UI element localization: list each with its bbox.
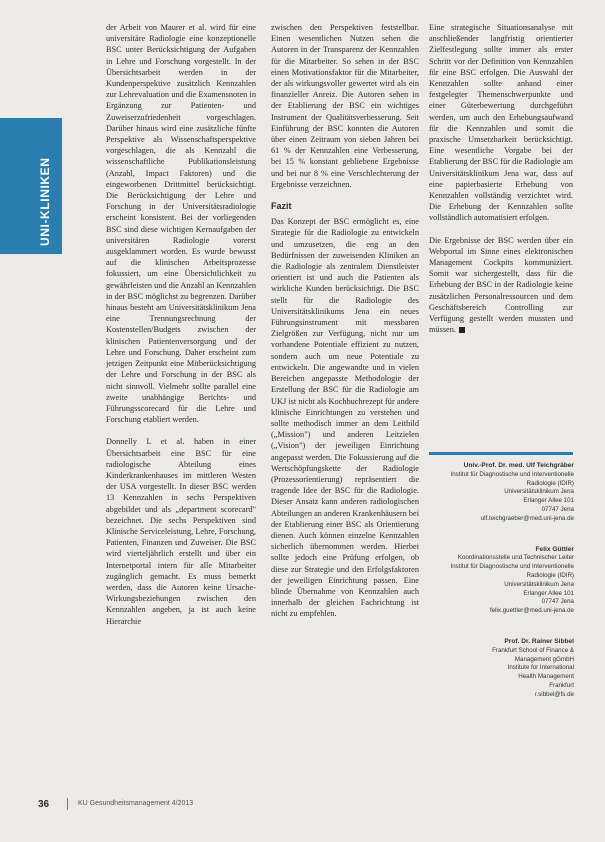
section-tab-label: UNI-KLINIKEN [38, 157, 52, 246]
author-affiliation-line: r.sibbel@fs.de [534, 690, 574, 698]
author-box [432, 462, 574, 722]
paragraph: zwischen den Perspektiven feststellbar. Einen wesentlichen Nutzen sehen die Autoren in der Transparenz der Kennzahlen für die Mitarbeiter. So sehen in der BSC einen Motivationsfaktor für die Mitarbeiter, der als wirkungsvoller gewertet wird als ein finanzieller Anreiz. Die Autoren sehen in der Etablierung der BSC ein wichtiges Instrument der Qualitätsverbesserung. Seit Einführung der BSC konnten die Autoren über einen Zeitraum von sieben Jahren bei 61 % der Kennzahlen eine Verbesserung, bei 15 % konstant gebliebene Ergebnisse und bei nur 8 % eine Verschlechterung der Ergebnisse verzeichnen. [271, 23, 419, 189]
author-affiliation-line: Health Management [518, 673, 574, 681]
fazit-heading: Fazit [271, 201, 292, 212]
author-affiliation-line: Radiologie (IDIR) [526, 479, 574, 487]
author-affiliation-line: Universitätsklinikum Jena [504, 580, 574, 588]
paragraph: Das Konzept der BSC ermöglicht es, eine Strategie für die Radiologie zu entwickeln und umzusetzen, die eng an den Bedürfnissen der zuweisenden Kliniken an die Radiologie als zentralem Dienstleister orientiert ist und auch die Patienten als wirkliche Kunden berücksichtigt. Die BSC stellt für die Radiologie des Universitätsklinikums Jena ein neues Führungsinstrument mit messbaren Zielgrößen zur Verfügung, nicht nur um vorhandene Potentiale effizient zu nutzen, sondern auch um neue Potentiale zu entwickeln. Die angewandte und in vielen Bereichen angepasste Methodologie der Erstellung der BSC für die Radiologie am UKJ ist nicht als Kochbuchrezept für andere klinische Einrichtungen zu verstehen und sollte methodisch immer an dem Leitbild („Mission") und anderen Leitzielen („Vision") der jeweiligen Einrichtung angepasst werden. Die Fokussierung auf die Wertschöpfungskette der Radiologie (Prozessorientierung) repräsentiert die tragende Idee der BSC für die Radiologie. Dieser Ansatz kann anderen radiologischen Abteilungen an anderen Krankenhäusern bei der Etablierung einer BSC als Orientierung dienen. Auch können einzelne Kennzahlen sicherlich übernommen werden. Hierbei sollte jedoch eine Prüfung erfolgen, ob diese zur Strategie und den Erfolgsfaktoren der jeweiligen Einrichtung passen. Eine blinde Übernahme von Kennzahlen auch innerhalb der gleichen Fachrichtung ist nicht zu empfehlen. [271, 217, 419, 619]
author-divider [429, 452, 573, 455]
paragraph: Eine strategische Situationsanalyse mit anschließender langfristig orientierter Zielfestlegung sollte immer als erster Schritt vor der Definition von Kennzahlen für eine BSC erfolgen. Die Auswahl der Kennzahlen sollte anhand einer festgelegter Themenschwerpunkte und einer Güterbewertung durchgeführt werden, um auch den Erhebungsaufwand für die Kennzahlen und somit die praxische Umsetzbarkeit berücksichtigt. Eine wesentliche Vorgabe bei der Etablierung der BSC für die Radiologie am Universitätsklinikum Jena war, dass auf eine papierbasierte Erhebung von Kennzahlen vollständig verzichtet wird. Die Erhebung der Kennzahlen sollte vollständlich automatisiert erfolgen. [429, 23, 573, 223]
text-column-3 [429, 22, 573, 412]
author-affiliation-line: Institut für Diagnostische und Interventionelle [450, 470, 574, 478]
author-affiliation-line: Institute for International [507, 664, 574, 672]
author-affiliation-line: Koordinationsstelle und Technischer Leiter [457, 554, 574, 562]
closing-paragraph-text: Die Ergebnisse der BSC werden über ein Webportal im Sinne eines elektronischen Management Cockpits kommuniziert. Somit war sichergestellt, dass für die Erhebung der BSC in der Radiologie keine zusätzlichen Personalressourcen und dem Geschäftsbereich Controlling zur Verfügung gestellt werden mussten und müssen. [429, 235, 573, 335]
author-affiliation-line: 07747 Jena [541, 598, 574, 606]
page-number: 36 [38, 799, 50, 810]
author-affiliation-line: Frankfurt School of Finance & [492, 646, 574, 654]
author-name: Felix Güttler [535, 545, 574, 553]
end-of-article-mark [459, 327, 465, 333]
author-affiliation-line: Frankfurt [549, 681, 574, 689]
paragraph [429, 235, 573, 336]
journal-name: KU Gesundheitsmanagement 4/2013 [78, 800, 194, 807]
text-column-1 [106, 22, 256, 782]
author-name: Univ.-Prof. Dr. med. Ulf Teichgräber [463, 462, 574, 469]
author-affiliation-line: felix.guettler@med.uni-jena.de [489, 607, 574, 615]
text-column-2 [271, 22, 419, 782]
author-affiliation-line: Erlanger Allee 101 [523, 589, 574, 597]
author-affiliation-line: 07747 Jena [541, 505, 574, 513]
section-tab [0, 118, 62, 254]
author-affiliation-line: Erlanger Allee 101 [523, 497, 574, 505]
paragraph: Donnelly L et al. haben in einer Übersichtsarbeit eine BSC für eine radiologische Abteilung eines Kinderkrankenhauses im mittleren Westen der USA vorgestellt. In dieser BSC werden 13 Kennzahlen in sechs Perspektiven abgebildet und als „department scorecard" bezeichnet. Die sechs Perspektiven sind Klinische Serviceleistung, Lehre, Forschung, Patienten, Finanzen und Zuweiser. Die BSC wird vierteljährlich erstellt und über ein Internetportal intern für alle Mitarbeiter zugänglich gemacht. Es muss bemerkt werden, dass die Autoren keine Ursache-Wirkungsbeziehungen zwischen den Kennzahlen angeben, ja ist auch keine Hierarchie [106, 437, 256, 626]
author-affiliation-line: Universitätsklinikum Jena [504, 488, 574, 496]
author-block [432, 546, 574, 616]
paragraph: der Arbeit von Maurer et al. wird für eine universitäre Radiologie eine konzeptionelle BSC unter Berücksichtigung der Aufgaben in Lehre und Forschung vorgestellt. In der Übersichtsarbeit werden in der Kundenperspektive zusätzlich Kennzahlen zur Lehrevaluation und die Examensnoten in Ergänzung zur Patienten- und Zuweiserzufriedenheit vorgeschlagen. Darüber hinaus wird eine zusätzliche fünfte Perspektive als Wissenschaftsperspektive vorgeschlagen, die als Kennzahl die wissenschaftliche Publikationsleistung (Anzahl, Impact Faktoren) und die eingeworbenen Drittmittel berücksichtigt. Die Berücksichtigung der Lehre und Forschung in der Universitätsradiologie erscheint konsistent. Bei der vorliegenden BSC sind diese wichtigen Kernaufgaben der universitären Radiologie vorerst ausgeklammert worden. Es wurde bewusst auf die klinischen Arbeitsprozesse fokussiert, um eine Übersichtlichkeit zu gewährleisten und die Anzahl an Kennzahlen in der BSC möglichst zu begrenzen. Darüber hinaus besteht am Universitätsklinikum Jena eine Trennungsrechnung der Kostenstellen/Budgets zwischen der klinischen Patientenversorgung und der Lehre und Forschung. Daher erscheint zum jetzigen Zeitpunkt eine Mitberücksichtigung der Lehre und Forschung in der BSC als nicht sinnvoll. Vielmehr sollte parallel eine zweite unabhängige Berichts- und Führungsscorecard für die Lehre und Forschung etabliert werden. [106, 23, 256, 425]
author-name: Prof. Dr. Rainer Sibbel [504, 637, 574, 645]
author-affiliation-line: Institut für Diagnostische und Interventionelle [450, 563, 574, 571]
author-affiliation-line: Radiologie (IDIR) [526, 571, 574, 579]
footer-separator [67, 798, 68, 810]
author-affiliation-line: Management gGmbH [514, 655, 574, 663]
author-block [432, 462, 574, 524]
author-affiliation-line: ulf.teichgraeber@med.uni-jena.de [480, 514, 574, 522]
author-block [432, 638, 574, 700]
